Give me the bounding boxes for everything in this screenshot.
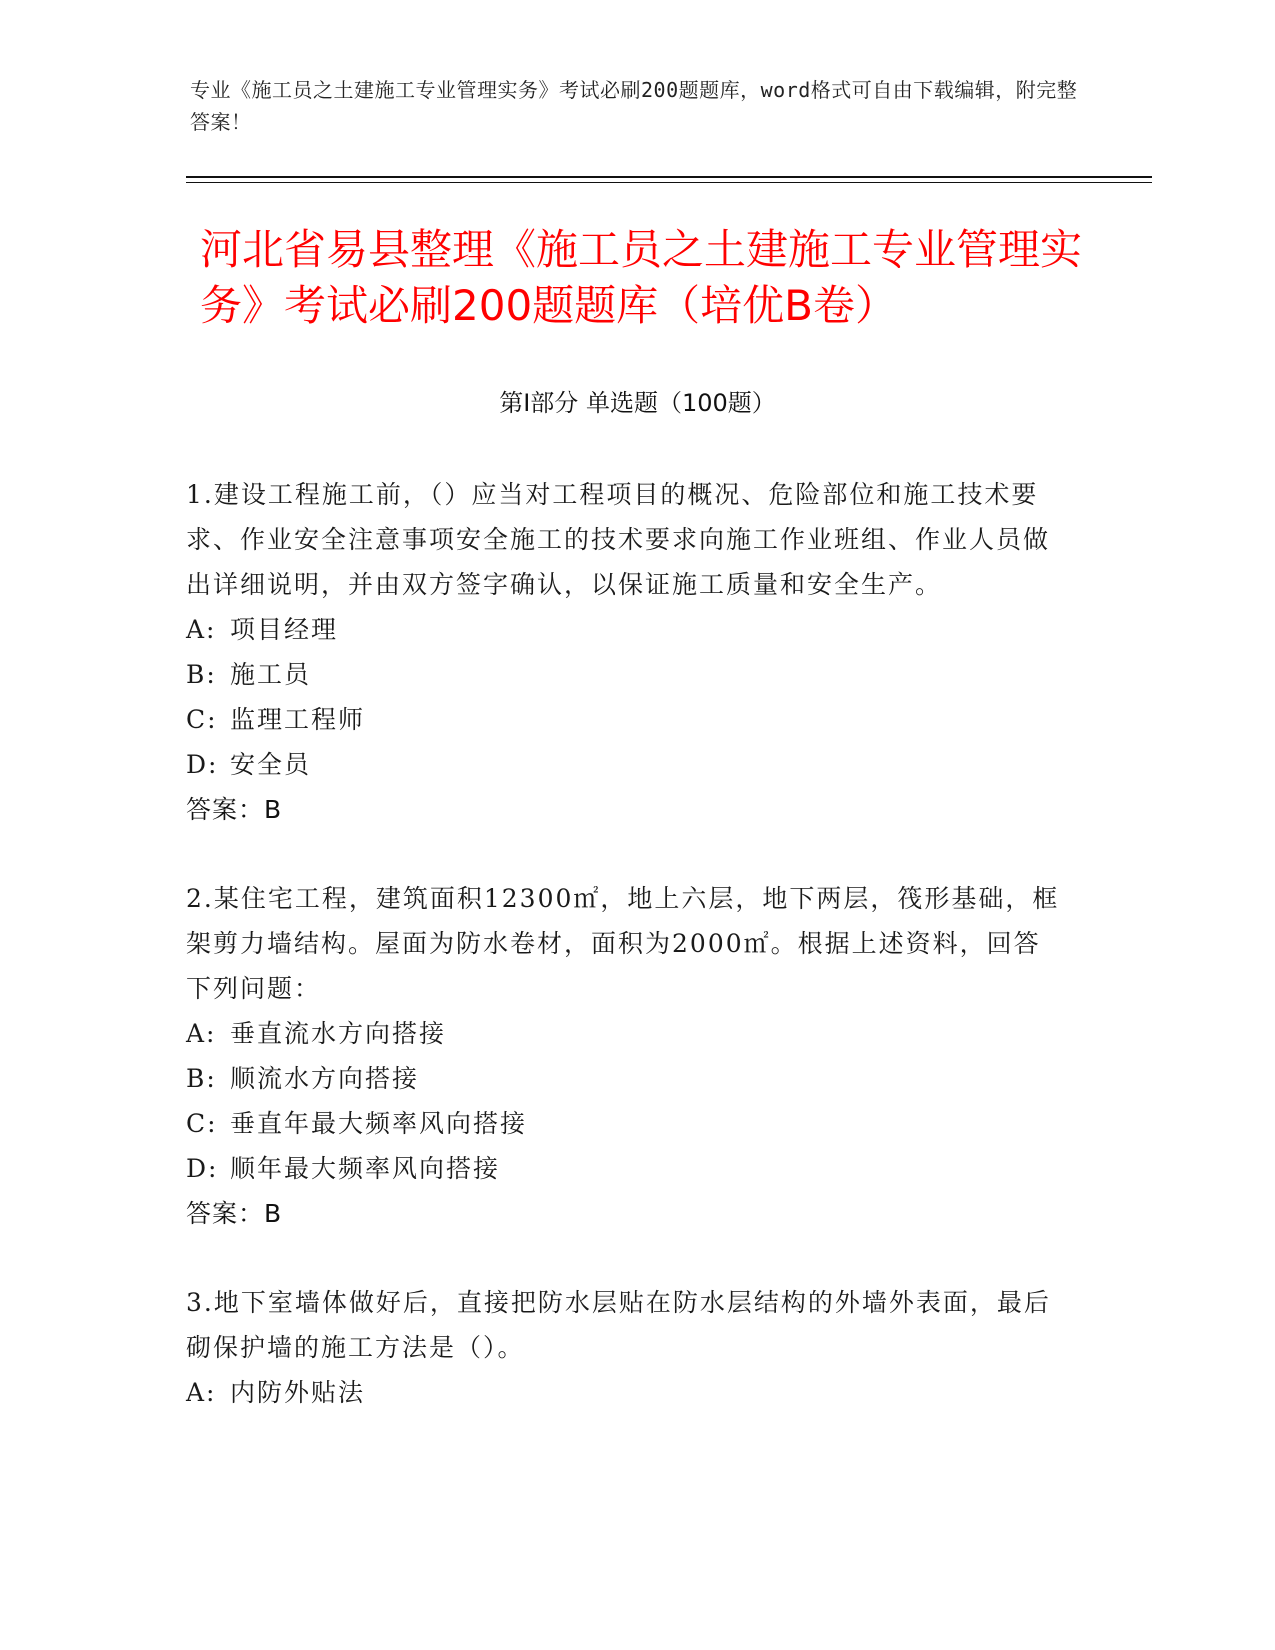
option-key: B: <box>186 660 217 689</box>
option-b <box>186 1056 1066 1101</box>
question-text: 2.某住宅工程，建筑面积12300㎡，地上六层，地下两层，筏形基础，框架剪力墙结构。屋面为防水卷材，面积为2000㎡。根据上述资料，回答下列问题： <box>186 884 1060 1003</box>
option-key: B: <box>186 1064 217 1093</box>
question-1 <box>186 472 1066 832</box>
option-text: 顺年最大频率风向搭接 <box>230 1154 501 1183</box>
question-2 <box>186 876 1066 1236</box>
section-title: 第Ⅰ部分 单选题（100题） <box>499 389 776 417</box>
header-divider-thick <box>186 176 1152 178</box>
option-a <box>186 607 1066 652</box>
header-divider-thin <box>186 182 1152 183</box>
option-a <box>186 1370 1066 1415</box>
header-note: 专业《施工员之土建施工专业管理实务》考试必刷200题题库，word格式可自由下载编辑，附完整答案！ <box>190 78 1078 134</box>
option-d <box>186 742 1066 787</box>
option-text: 安全员 <box>230 750 312 779</box>
option-key: A: <box>186 1019 217 1048</box>
question-text: 3.地下室墙体做好后，直接把防水层贴在防水层结构的外墙外表面，最后砌保护墙的施工方法是（）。 <box>186 1288 1051 1362</box>
option-text: 垂直流水方向搭接 <box>230 1019 447 1048</box>
option-a <box>186 1011 1066 1056</box>
answer-line: 答案：B <box>186 795 283 824</box>
option-key: D: <box>186 750 219 779</box>
option-text: 顺流水方向搭接 <box>230 1064 420 1093</box>
option-b <box>186 652 1066 697</box>
option-text: 内防外贴法 <box>230 1378 366 1407</box>
option-text: 监理工程师 <box>230 705 366 734</box>
option-key: C: <box>186 1109 218 1138</box>
option-c <box>186 1101 1066 1146</box>
option-text: 项目经理 <box>230 615 339 644</box>
option-key: A: <box>186 615 217 644</box>
option-c <box>186 697 1066 742</box>
question-3 <box>186 1280 1066 1415</box>
option-key: C: <box>186 705 218 734</box>
option-d <box>186 1146 1066 1191</box>
question-text: 1.建设工程施工前，（）应当对工程项目的概况、危险部位和施工技术要求、作业安全注意事项安全施工的技术要求向施工作业班组、作业人员做出详细说明，并由双方签字确认，以保证施工质量和安全生产。 <box>186 480 1051 599</box>
option-key: D: <box>186 1154 219 1183</box>
option-text: 垂直年最大频率风向搭接 <box>230 1109 528 1138</box>
question-list <box>186 472 1066 1459</box>
option-key: A: <box>186 1378 217 1407</box>
document-title: 河北省易县整理《施工员之土建施工专业管理实务》考试必刷200题题库（培优B卷） <box>200 225 1083 330</box>
answer-line: 答案：B <box>186 1199 283 1228</box>
option-text: 施工员 <box>230 660 312 689</box>
